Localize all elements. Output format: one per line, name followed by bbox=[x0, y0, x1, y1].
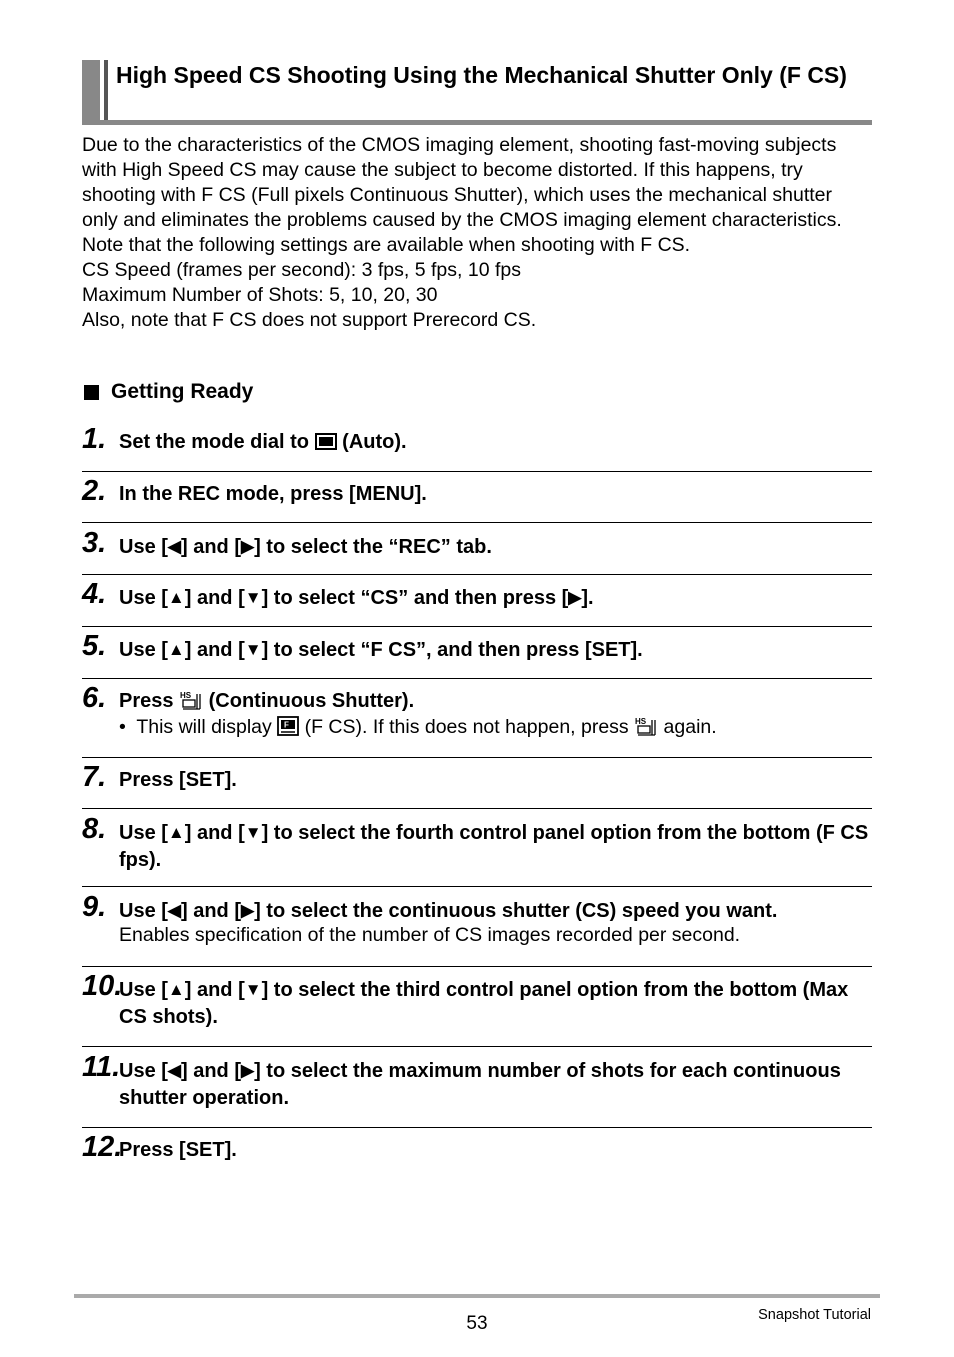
step-number: 12. bbox=[82, 1131, 123, 1163]
step-text-part: Set the mode dial to bbox=[119, 431, 310, 453]
down-arrow-icon: ▼ bbox=[244, 588, 262, 607]
bullet-icon: • bbox=[119, 716, 126, 738]
step-text-part: Use [ bbox=[119, 1060, 168, 1082]
intro-paragraph: Due to the characteristics of the CMOS imaging element, shooting fast-moving subjects with High Speed CS may cause the subject to become distorted. If this happens, try shooting with F CS (Full pixels Continuous Shutter), which uses the mechanical shutter only and eliminates the problems caused by the CMOS imaging element characteristics. Note that the following settings are available when shooting with F CS. bbox=[82, 134, 842, 256]
step-divider bbox=[82, 1046, 872, 1047]
step-text-part: ] to select the fourth control panel option from the bottom (F CS fps). bbox=[119, 822, 869, 871]
step-text-part: Use [ bbox=[119, 900, 168, 922]
step-text-part: ] and [ bbox=[180, 1060, 241, 1082]
fcs-icon bbox=[277, 716, 299, 736]
step-number: 2. bbox=[82, 475, 107, 507]
step-text-part: ] and [ bbox=[184, 639, 245, 661]
up-arrow-icon: ▲ bbox=[167, 588, 185, 607]
step-instruction bbox=[119, 1057, 879, 1112]
step-divider bbox=[82, 808, 872, 809]
up-arrow-icon: ▲ bbox=[167, 823, 185, 842]
step-note: Enables specification of the number of CS images recorded per second. bbox=[119, 924, 741, 946]
step-number: 9. bbox=[82, 891, 107, 923]
auto-mode-icon bbox=[315, 433, 337, 450]
step-text-part: ] to select the maximum number of shots for each continuous shutter operation. bbox=[119, 1060, 841, 1109]
square-bullet-icon bbox=[84, 385, 99, 400]
step-text-part: ] to select the third control panel option from the bottom (Max CS shots). bbox=[119, 979, 849, 1028]
step-number: 1. bbox=[82, 423, 107, 455]
left-arrow-icon: ◀ bbox=[167, 1061, 181, 1080]
footer-divider bbox=[74, 1294, 880, 1298]
step-divider bbox=[82, 966, 872, 967]
step-note bbox=[119, 715, 717, 740]
step-divider bbox=[82, 886, 872, 887]
heading-bar-thick bbox=[82, 60, 100, 120]
step-number: 5. bbox=[82, 630, 107, 662]
step-text-part: ]. bbox=[581, 587, 594, 609]
step-text-part: ] and [ bbox=[180, 900, 241, 922]
step-instruction: Press [SET]. bbox=[119, 1139, 237, 1161]
getting-ready-heading bbox=[84, 378, 253, 406]
step-instruction: In the REC mode, press [MENU]. bbox=[119, 483, 427, 505]
step-instruction bbox=[119, 819, 879, 874]
step-note-part: again. bbox=[663, 716, 717, 738]
step-number: 3. bbox=[82, 527, 107, 559]
step-number: 6. bbox=[82, 682, 107, 714]
step-note-part: This will display bbox=[136, 716, 272, 738]
right-arrow-icon: ▶ bbox=[568, 588, 582, 607]
step-text-part: Use [ bbox=[119, 979, 168, 1001]
section-label: Snapshot Tutorial bbox=[758, 1307, 871, 1323]
step-instruction bbox=[119, 897, 879, 925]
step-divider bbox=[82, 626, 872, 627]
page-title: High Speed CS Shooting Using the Mechanical Shutter Only (F CS) bbox=[116, 62, 847, 88]
step-divider bbox=[82, 574, 872, 575]
step-text-part: ] to select the “REC” tab. bbox=[254, 536, 492, 558]
up-arrow-icon: ▲ bbox=[167, 980, 185, 999]
continuous-shutter-hs-icon bbox=[179, 690, 203, 710]
step-number: 11. bbox=[82, 1051, 121, 1083]
step-text-part: Use [ bbox=[119, 536, 168, 558]
intro-prerecord-note: Also, note that F CS does not support Prerecord CS. bbox=[82, 309, 537, 331]
step-divider bbox=[82, 471, 872, 472]
step-text-part: ] and [ bbox=[184, 979, 245, 1001]
intro-cs-speed: CS Speed (frames per second): 3 fps, 5 fps, 10 fps bbox=[82, 259, 521, 281]
heading-bar-thin bbox=[104, 60, 108, 120]
down-arrow-icon: ▼ bbox=[244, 980, 262, 999]
step-text-part: ] to select “F CS”, and then press [SET]. bbox=[261, 639, 643, 661]
right-arrow-icon: ▶ bbox=[240, 537, 255, 556]
step-number: 8. bbox=[82, 813, 107, 845]
up-arrow-icon: ▲ bbox=[167, 640, 185, 659]
intro-text bbox=[82, 133, 872, 333]
right-arrow-icon: ▶ bbox=[240, 1061, 255, 1080]
down-arrow-icon: ▼ bbox=[244, 823, 262, 842]
step-text-part: ] to select “CS” and then press [ bbox=[261, 587, 569, 609]
step-text-part: Use [ bbox=[119, 822, 168, 844]
step-text-part: Press bbox=[119, 690, 174, 712]
continuous-shutter-hs-icon bbox=[634, 716, 658, 736]
left-arrow-icon: ◀ bbox=[167, 901, 181, 920]
step-text-part: Use [ bbox=[119, 639, 168, 661]
step-instruction: Press [SET]. bbox=[119, 769, 237, 791]
step-instruction bbox=[119, 429, 879, 456]
step-text-part: (Continuous Shutter). bbox=[208, 690, 415, 712]
step-instruction bbox=[119, 636, 879, 664]
step-instruction bbox=[119, 976, 879, 1031]
left-arrow-icon: ◀ bbox=[167, 537, 181, 556]
heading-decoration bbox=[82, 60, 112, 120]
step-text-part: ] and [ bbox=[180, 536, 241, 558]
step-instruction bbox=[119, 533, 879, 561]
svg-text:HS: HS bbox=[635, 717, 647, 726]
step-number: 7. bbox=[82, 761, 107, 793]
svg-text:F: F bbox=[284, 720, 290, 730]
step-divider bbox=[82, 757, 872, 758]
page-number: 53 bbox=[466, 1313, 488, 1334]
step-note-part: (F CS). If this does not happen, press bbox=[304, 716, 629, 738]
down-arrow-icon: ▼ bbox=[244, 640, 262, 659]
step-instruction bbox=[119, 688, 879, 715]
step-divider bbox=[82, 522, 872, 523]
step-number: 4. bbox=[82, 578, 107, 610]
step-divider bbox=[82, 678, 872, 679]
step-text-part: ] and [ bbox=[184, 587, 245, 609]
step-instruction bbox=[119, 584, 879, 612]
heading-underline bbox=[82, 120, 872, 125]
step-divider bbox=[82, 1127, 872, 1128]
step-text-part: ] to select the continuous shutter (CS) speed you want. bbox=[254, 900, 778, 922]
intro-max-shots: Maximum Number of Shots: 5, 10, 20, 30 bbox=[82, 284, 438, 306]
step-text-part: (Auto). bbox=[342, 431, 407, 453]
svg-text:HS: HS bbox=[180, 691, 192, 700]
right-arrow-icon: ▶ bbox=[240, 901, 255, 920]
step-number: 10. bbox=[82, 970, 123, 1002]
step-text-part: ] and [ bbox=[184, 822, 245, 844]
getting-ready-label: Getting Ready bbox=[111, 380, 254, 403]
step-text-part: Use [ bbox=[119, 587, 168, 609]
